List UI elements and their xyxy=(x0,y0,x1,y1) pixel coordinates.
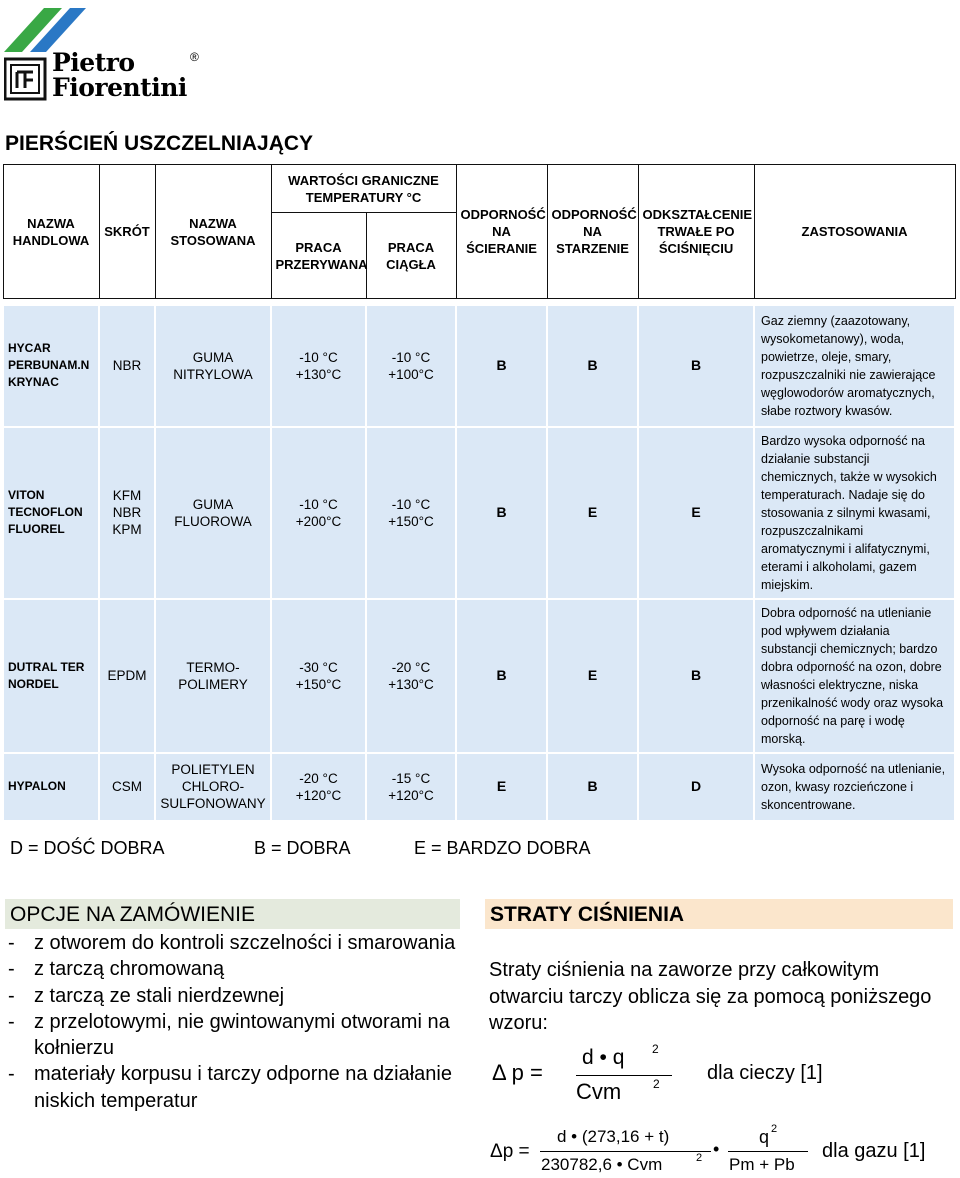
aging-rating: B xyxy=(547,753,638,821)
aging-rating: E xyxy=(547,599,638,753)
formula1-fraction-bar xyxy=(576,1075,672,1076)
continuous-range: -15 °C +120°C xyxy=(366,753,456,821)
brand-line-2: Fiorentini xyxy=(52,73,187,102)
abbreviation: NBR xyxy=(99,305,155,427)
header-applications: ZASTOSOWANIA xyxy=(754,165,955,299)
header-temperature-limits: WARTOŚCI GRANICZNE TEMPERATURY °C xyxy=(271,165,456,213)
common-name: POLIETYLEN CHLORO- SULFONOWANY xyxy=(155,753,271,821)
formula2-lhs: Δp = xyxy=(490,1141,530,1162)
compression-rating: B xyxy=(638,305,754,427)
aging-rating: E xyxy=(547,427,638,599)
table-row xyxy=(3,753,955,821)
legend-b: B = DOBRA xyxy=(254,838,351,858)
formula2-denominator-1-exponent: 2 xyxy=(696,1152,703,1164)
losses-title: STRATY CIŚNIENIA xyxy=(490,903,685,926)
formula1-denominator-exponent: 2 xyxy=(653,1077,660,1091)
table-row xyxy=(3,427,955,599)
formula1-label: dla cieczy [1] xyxy=(707,1062,823,1084)
list-item: - materiały korpusu i tarczy odporne na działanie niskich temperatur xyxy=(8,1063,452,1112)
formula1-lhs: Δ p = xyxy=(492,1060,543,1085)
table-row xyxy=(3,599,955,753)
header-interrupted-work: PRACA PRZERYWANA xyxy=(271,213,366,299)
application-text: Wysoka odporność na utlenianie, ozon, kwasy rozcieńczone i skoncentrowane. xyxy=(754,753,955,821)
formula2-numerator-1: d • (273,16 + t) xyxy=(557,1127,670,1146)
abrasion-rating: B xyxy=(456,427,547,599)
formula2-label: dla gazu [1] xyxy=(822,1140,926,1162)
aging-rating: B xyxy=(547,305,638,427)
brand-line-1: Pietro xyxy=(52,48,135,77)
legend-d: D = DOŚĆ DOBRA xyxy=(10,838,165,858)
options-title: OPCJE NA ZAMÓWIENIE xyxy=(10,903,256,926)
trade-name: VITON TECNOFLON FLUOREL xyxy=(3,427,99,599)
formula1-numerator: d • q xyxy=(582,1046,625,1069)
gasket-materials-table xyxy=(2,164,956,822)
abrasion-rating: E xyxy=(456,753,547,821)
header-aging-resistance: ODPORNOŚĆ NA STARZENIE xyxy=(547,165,638,299)
compression-rating: E xyxy=(638,427,754,599)
interrupted-range: -20 °C +120°C xyxy=(271,753,366,821)
header-compression-set: ODKSZTAŁCENIE TRWAŁE PO ŚCIŚNIĘCIU xyxy=(638,165,754,299)
list-item: - z tarczą chromowaną xyxy=(8,958,225,981)
common-name: GUMA NITRYLOWA xyxy=(155,305,271,427)
interrupted-range: -10 °C +130°C xyxy=(271,305,366,427)
formula2-numerator-2: q xyxy=(759,1127,770,1147)
formula2-denominator-1: 230782,6 • Cvm xyxy=(541,1155,663,1174)
common-name: TERMO- POLIMERY xyxy=(155,599,271,753)
formula2-fraction-bar-2 xyxy=(728,1151,808,1152)
application-text: Bardzo wysoka odporność na działanie substancji chemicznych, także w wysokich temperaturach. Nadaje się do stosowania z silnymi kwasami, rozpuszczalnikami aromatycznymi i alifatycznymi, eterami i alkoholami, gazem miejskim. xyxy=(754,427,955,599)
abrasion-rating: B xyxy=(456,305,547,427)
header-common-name: NAZWA STOSOWANA xyxy=(155,165,271,299)
continuous-range: -10 °C +100°C xyxy=(366,305,456,427)
header-abrasion-resistance: ODPORNOŚĆ NA ŚCIERANIE xyxy=(456,165,547,299)
trade-name: HYPALON xyxy=(3,753,99,821)
options-list xyxy=(8,930,458,1114)
losses-description: Straty ciśnienia na zaworze przy całkowitym otwarciu tarczy oblicza się za pomocą poniższego wzoru: xyxy=(489,959,932,1034)
abbreviation: EPDM xyxy=(99,599,155,753)
application-text: Dobra odporność na utlenianie pod wpływem działania substancji chemicznych; bardzo dobra odporność na ozon, dobre własności elektryczne, niska przenikalność wody oraz wysoka odporność na parę i wodę morską. xyxy=(754,599,955,753)
list-item: - z tarczą ze stali nierdzewnej xyxy=(8,984,285,1007)
formula1-numerator-exponent: 2 xyxy=(652,1042,659,1056)
table-row xyxy=(3,305,955,427)
list-item: - z otworem do kontroli szczelności i smarowania xyxy=(8,932,456,954)
compression-rating: B xyxy=(638,599,754,753)
interrupted-range: -30 °C +150°C xyxy=(271,599,366,753)
header-trade-name: NAZWA HANDLOWA xyxy=(3,165,99,299)
formula2-dot: • xyxy=(713,1139,720,1159)
trade-name: HYCAR PERBUNAM.N KRYNAC xyxy=(3,305,99,427)
formula2-numerator-2-exponent: 2 xyxy=(771,1123,778,1135)
formula2-fraction-bar-1 xyxy=(540,1151,711,1152)
registered-mark: ® xyxy=(190,50,199,64)
legend-e: E = BARDZO DOBRA xyxy=(414,838,591,858)
continuous-range: -20 °C +130°C xyxy=(366,599,456,753)
abbreviation: CSM xyxy=(99,753,155,821)
formula1-denominator: Cvm xyxy=(576,1079,622,1104)
trade-name: DUTRAL TER NORDEL xyxy=(3,599,99,753)
formula2-denominator-2: Pm + Pb xyxy=(729,1155,795,1174)
list-item: - z przelotowymi, nie gwintowanymi otworami na kołnierzu xyxy=(8,1010,450,1060)
abrasion-rating: B xyxy=(456,599,547,753)
compression-rating: D xyxy=(638,753,754,821)
abbreviation: KFM NBR KPM xyxy=(99,427,155,599)
header-abbreviation: SKRÓT xyxy=(99,165,155,299)
common-name: GUMA FLUOROWA xyxy=(155,427,271,599)
page-title: PIERŚCIEŃ USZCZELNIAJĄCY xyxy=(5,132,314,155)
application-text: Gaz ziemny (zaazotowany, wysokometanowy), woda, powietrze, oleje, smary, rozpuszczalniki nie zawierające węglowodorów aromatycznych, słabe roztwory kwasów. xyxy=(754,305,955,427)
header-continuous-work: PRACA CIĄGŁA xyxy=(366,213,456,299)
continuous-range: -10 °C +150°C xyxy=(366,427,456,599)
interrupted-range: -10 °C +200°C xyxy=(271,427,366,599)
